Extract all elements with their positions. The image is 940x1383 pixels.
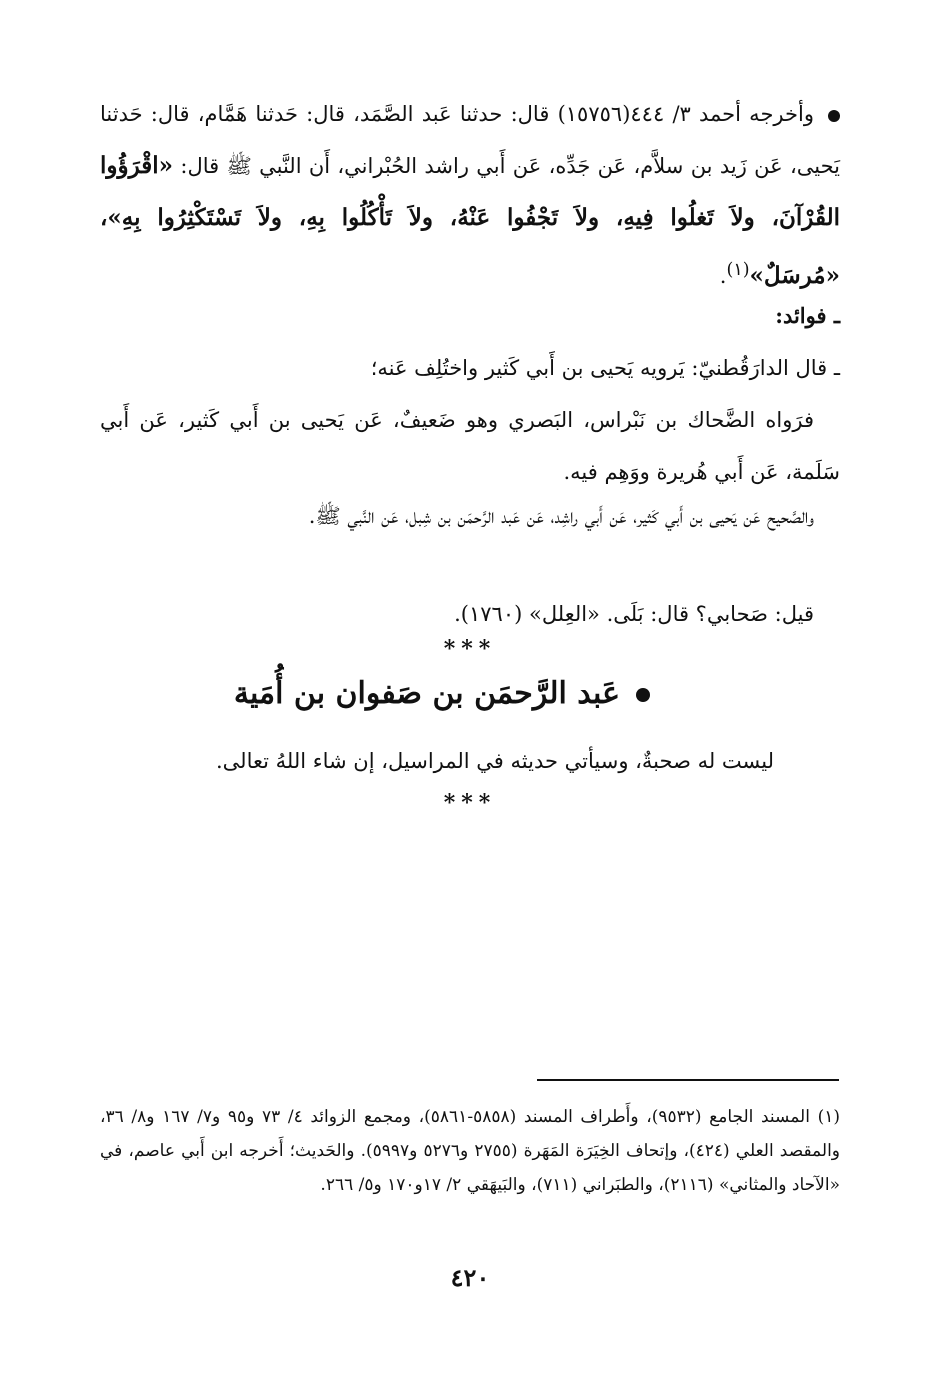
fawaid-heading: ـ فوائد: <box>775 303 840 328</box>
bullet-icon <box>828 110 840 122</box>
ilal-reference: قيل: صَحابي؟ قال: بَلَى. «العِلل» (١٧٦٠). <box>454 602 814 626</box>
hadith-quote: «اقْرَؤُوا القُرْآنَ، ولاَ تَغلُوا فِيهِ، ولاَ تَجْفُوا عَنْهُ، ولاَ تَأْكُلُوا بِهِ، ولاَ تَسْتَكْثِرُوا بِهِ»، «مُرسَلٌ» <box>100 152 840 289</box>
narration-paragraph-1: فرَواه الضَّحاك بن نَبْراس، البَصري وهو ضَعيفٌ، عَن يَحيى بن أَبي كَثير، عَن أَبي سَلَمة، عَن أَبي هُريرة ووَهِم فيه. <box>100 408 840 484</box>
narration-paragraph-2: والصَّحيح عَن يَحيى بن أَبي كَثير، عَن أَبي راشِد، عَن عَبد الرَّحمَن بن شِبل، عَن النَّبي ﷺ. <box>308 504 814 528</box>
section-title-text: عَبد الرَّحمَن بن صَفوان بن أُمَية <box>233 676 620 711</box>
footnote-divider <box>537 1079 839 1081</box>
footnote: (١) المسند الجامع (٩٥٣٢)، وأَطراف المسند (٥٨٥٨-٥٨٦١)، ومجمع الزوائد ٤/ ٧٣ و٩٥ و٧/ ١٦٧ و٨/ ٣٦، والمقصد العلي (٤٢٤)، وإتحاف الخِيَرَة المَهَرة (٢٧٥٥ و٥٢٧٦ و٥٩٩٧). والحَديث؛ أَخرجه ابن أَبي عاصم، في «الآحاد والمثاني» (٢١١٦)، والطبَراني (٧١١)، والبَيهَقي ٢/ ١٧و١٧٠ و٥/ ٢٦٦. <box>100 1107 840 1195</box>
footnote-reference: (١) <box>726 260 750 280</box>
daraqutni-paragraph: ـ قال الدارَقُطنيّ: يَرويه يَحيى بن أَبي كَثير واختُلِف عَنه؛ <box>370 356 840 380</box>
page-number: ٤٢٠ <box>450 1263 490 1292</box>
hadith-paragraph: وأخرجه أحمد ٣/ ٤٤٤(١٥٧٥٦) قال: حدثنا عَبد الصَّمَد، قال: حَدثنا هَمَّام، قال: حَدثنا يَحيى، عَن زَيد بن سلاَّم، عَن جَدِّه، عَن أَبي راشد الحُبْراني، أَن النَّبي ﷺ قال: «اقْرَؤُوا القُرْآنَ، ولاَ تَغلُوا فِيهِ، ولاَ تَجْفُوا عَنْهُ، ولاَ تَأْكُلُوا بِهِ، ولاَ تَسْتَكْثِرُوا بِهِ»، «مُرسَلٌ»$^{(١)}$. <box>100 102 840 289</box>
hadith-chain-text: وأخرجه أحمد ٣/ ٤٤٤(١٥٧٥٦) قال: حدثنا عَبد الصَّمَد، قال: حَدثنا هَمَّام، قال: حَدثنا يَحيى، عَن زَيد بن سلاَّم، عَن جَدِّه، عَن أَبي راشد الحُبْراني، أَن النَّبي ﷺ قال: <box>100 102 840 178</box>
section-title <box>234 676 650 711</box>
separator-stars: *** <box>443 636 497 662</box>
bullet-icon <box>636 688 650 702</box>
separator-stars: *** <box>443 790 497 816</box>
section-text: ليست له صحبةٌ، وسيأتي حديثه في المراسيل، إن شاء اللهُ تعالى. <box>216 749 774 773</box>
